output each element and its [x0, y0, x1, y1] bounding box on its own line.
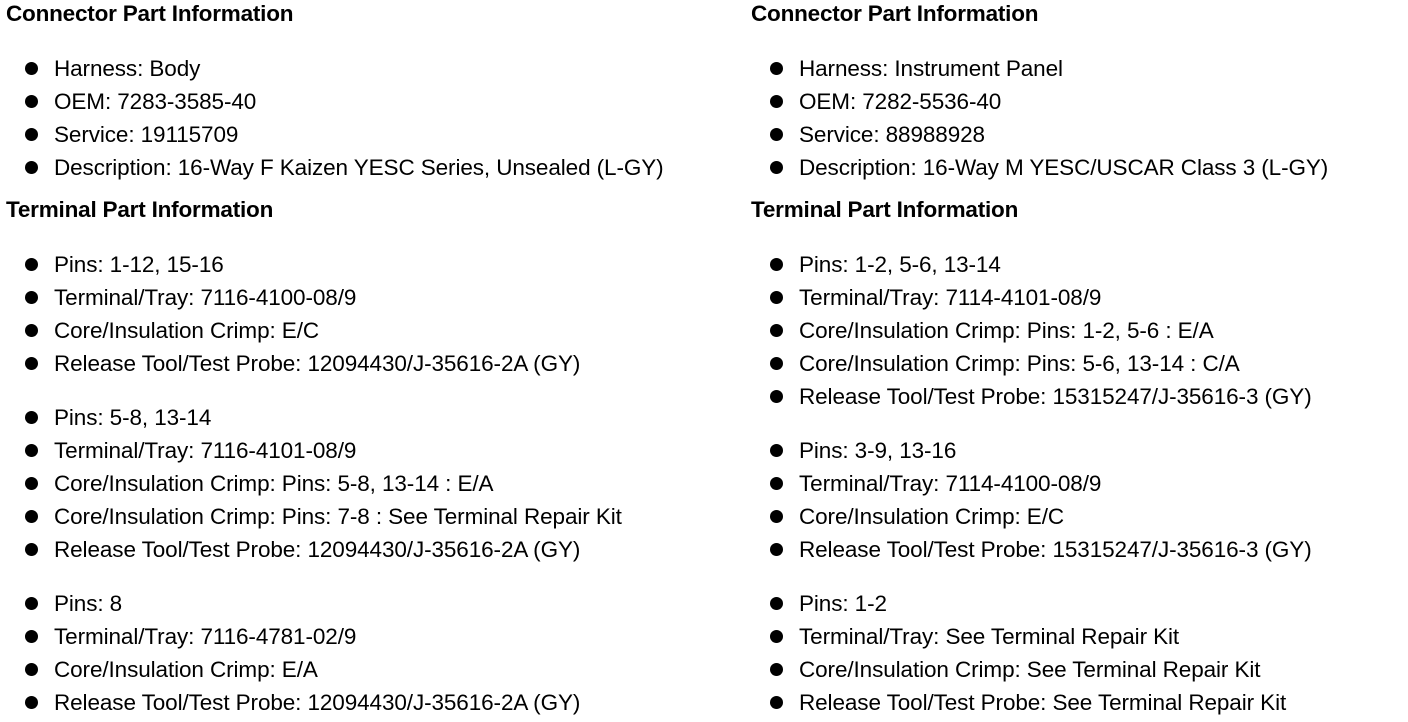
bullet-icon [770, 696, 783, 709]
list-item [751, 314, 1312, 347]
terminal-section-title: Terminal Part Information [6, 197, 274, 222]
list-item [6, 118, 664, 151]
list-item [751, 52, 1328, 85]
bullet-icon [25, 95, 38, 108]
item-text: OEM: 7282-5536-40 [799, 89, 1002, 114]
bullet-icon [25, 543, 38, 556]
bullet-icon [25, 663, 38, 676]
list-item [751, 686, 1286, 719]
item-text: Pins: 1-2, 5-6, 13-14 [799, 252, 1001, 277]
bullet-icon [25, 291, 38, 304]
bullet-icon [25, 411, 38, 424]
list-item [6, 587, 580, 620]
item-text: Core/Insulation Crimp: Pins: 5-6, 13-14 : C/A [799, 351, 1240, 376]
bullet-icon [770, 62, 783, 75]
list-item [6, 347, 580, 380]
bullet-icon [25, 62, 38, 75]
list-item [6, 314, 580, 347]
bullet-icon [25, 258, 38, 271]
list-item [751, 653, 1286, 686]
terminal-group-3 [751, 587, 1286, 719]
bullet-icon [770, 597, 783, 610]
list-item [751, 347, 1312, 380]
bullet-icon [770, 444, 783, 457]
item-text: Release Tool/Test Probe: See Terminal Repair Kit [799, 690, 1287, 715]
bullet-icon [770, 128, 783, 141]
item-text: Harness: Body [54, 56, 201, 81]
item-text: Description: 16-Way M YESC/USCAR Class 3 (L-GY) [799, 155, 1329, 180]
bullet-icon [25, 630, 38, 643]
item-text: Terminal/Tray: 7116-4100-08/9 [54, 285, 357, 310]
list-item [6, 85, 664, 118]
item-text: Harness: Instrument Panel [799, 56, 1063, 81]
list-item [6, 281, 580, 314]
list-item [6, 151, 664, 184]
list-item [751, 533, 1312, 566]
item-text: Pins: 3-9, 13-16 [799, 438, 957, 463]
item-text: Release Tool/Test Probe: 15315247/J-35616-3 (GY) [799, 384, 1312, 409]
list-item [751, 500, 1312, 533]
bullet-icon [770, 161, 783, 174]
list-item [6, 533, 622, 566]
bullet-icon [770, 477, 783, 490]
bullet-icon [25, 324, 38, 337]
bullet-icon [770, 663, 783, 676]
bullet-icon [770, 258, 783, 271]
list-item [6, 248, 580, 281]
item-text: Core/Insulation Crimp: E/C [799, 504, 1064, 529]
list-item [751, 380, 1312, 413]
connector-section-title: Connector Part Information [751, 1, 1039, 26]
bullet-icon [770, 357, 783, 370]
item-text: Service: 88988928 [799, 122, 985, 147]
list-item [6, 686, 580, 719]
item-text: Pins: 8 [54, 591, 123, 616]
item-text: Release Tool/Test Probe: 12094430/J-35616-2A (GY) [54, 537, 581, 562]
item-text: Terminal/Tray: See Terminal Repair Kit [799, 624, 1180, 649]
item-text: Release Tool/Test Probe: 12094430/J-35616-2A (GY) [54, 351, 581, 376]
list-item [6, 401, 622, 434]
bullet-icon [25, 477, 38, 490]
connector-info-list [751, 52, 1328, 184]
item-text: Pins: 5-8, 13-14 [54, 405, 212, 430]
list-item [751, 248, 1312, 281]
bullet-icon [25, 357, 38, 370]
terminal-group-2 [6, 401, 622, 566]
list-item [751, 151, 1328, 184]
terminal-group-2 [751, 434, 1312, 566]
bullet-icon [25, 444, 38, 457]
list-item [751, 434, 1312, 467]
bullet-icon [770, 291, 783, 304]
list-item [751, 118, 1328, 151]
list-item [751, 620, 1286, 653]
item-text: Core/Insulation Crimp: See Terminal Repair Kit [799, 657, 1261, 682]
list-item [6, 52, 664, 85]
bullet-icon [25, 597, 38, 610]
bullet-icon [25, 696, 38, 709]
terminal-group-1 [6, 248, 580, 380]
list-item [751, 281, 1312, 314]
list-item [6, 500, 622, 533]
item-text: Core/Insulation Crimp: Pins: 5-8, 13-14 : E/A [54, 471, 494, 496]
item-text: Description: 16-Way F Kaizen YESC Series, Unsealed (L-GY) [54, 155, 664, 180]
item-text: Terminal/Tray: 7114-4101-08/9 [799, 285, 1102, 310]
item-text: Core/Insulation Crimp: Pins: 1-2, 5-6 : E/A [799, 318, 1214, 343]
bullet-icon [25, 510, 38, 523]
item-text: Core/Insulation Crimp: Pins: 7-8 : See Terminal Repair Kit [54, 504, 622, 529]
list-item [6, 434, 622, 467]
list-item [751, 587, 1286, 620]
item-text: Service: 19115709 [54, 122, 239, 147]
bullet-icon [25, 161, 38, 174]
connector-info-list [6, 52, 664, 184]
bullet-icon [25, 128, 38, 141]
list-item [751, 85, 1328, 118]
item-text: Release Tool/Test Probe: 12094430/J-35616-2A (GY) [54, 690, 581, 715]
bullet-icon [770, 390, 783, 403]
item-text: Terminal/Tray: 7116-4101-08/9 [54, 438, 357, 463]
bullet-icon [770, 95, 783, 108]
bullet-icon [770, 630, 783, 643]
terminal-group-3 [6, 587, 580, 719]
item-text: Release Tool/Test Probe: 15315247/J-35616-3 (GY) [799, 537, 1312, 562]
list-item [751, 467, 1312, 500]
item-text: Core/Insulation Crimp: E/C [54, 318, 319, 343]
terminal-section-title: Terminal Part Information [751, 197, 1019, 222]
item-text: Terminal/Tray: 7114-4100-08/9 [799, 471, 1102, 496]
connector-section-title: Connector Part Information [6, 1, 294, 26]
item-text: Pins: 1-2 [799, 591, 887, 616]
terminal-group-1 [751, 248, 1312, 413]
bullet-icon [770, 510, 783, 523]
list-item [6, 620, 580, 653]
item-text: OEM: 7283-3585-40 [54, 89, 257, 114]
bullet-icon [770, 324, 783, 337]
list-item [6, 467, 622, 500]
item-text: Terminal/Tray: 7116-4781-02/9 [54, 624, 357, 649]
list-item [6, 653, 580, 686]
item-text: Pins: 1-12, 15-16 [54, 252, 224, 277]
bullet-icon [770, 543, 783, 556]
item-text: Core/Insulation Crimp: E/A [54, 657, 318, 682]
